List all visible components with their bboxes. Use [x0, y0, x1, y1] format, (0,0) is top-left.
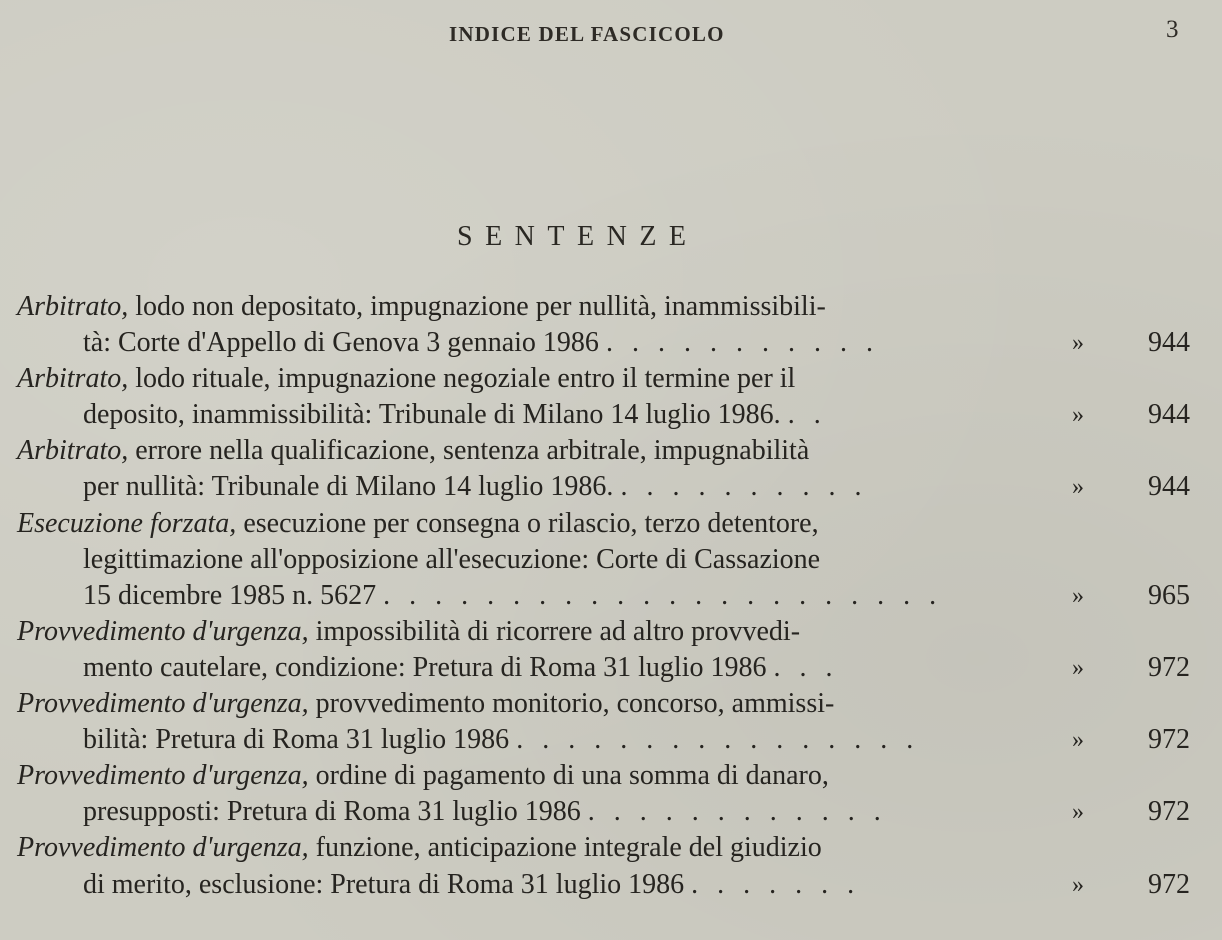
entry-text: 15 dicembre 1985 n. 5627 [83, 579, 377, 611]
ditto-mark: » [1072, 871, 1084, 898]
entry-text: impossibilità di ricorrere ad altro provvedi- [315, 615, 801, 647]
entry-text: mento cautelare, condizione: Pretura di Roma 31 luglio 1986 [83, 651, 767, 683]
ditto-mark: » [1072, 799, 1084, 826]
index-entry-line [0, 758, 1222, 794]
index-entry-line [0, 650, 1222, 686]
entry-subject: Provvedimento d'urgenza, [17, 615, 309, 647]
ditto-mark: » [1072, 582, 1084, 609]
ditto-mark: » [1072, 654, 1084, 681]
index-entries [0, 289, 1222, 903]
entry-text: legittimazione all'opposizione all'esecuzione: Corte di Cassazione [83, 543, 821, 575]
dot-leader: . . . . . . . . . . . [605, 327, 879, 359]
entry-text: deposito, inammissibilità: Tribunale di Milano 14 luglio 1986. [83, 399, 781, 431]
ditto-mark: » [1072, 474, 1084, 501]
index-entry-line [0, 830, 1222, 866]
index-entry-line [0, 578, 1222, 614]
entry-text: esecuzione per consegna o rilascio, terzo detentore, [243, 507, 819, 539]
page-reference: 972 [1148, 868, 1190, 900]
page-reference: 972 [1148, 651, 1190, 683]
dot-leader: . . . . . . . . . . [620, 471, 868, 503]
entry-text: lodo rituale, impugnazione negoziale entro il termine per il [135, 363, 796, 395]
index-entry-line [0, 469, 1222, 505]
entry-text: provvedimento monitorio, concorso, ammissi- [315, 688, 835, 720]
entry-subject: Arbitrato, [17, 363, 129, 395]
entry-subject: Provvedimento d'urgenza, [17, 832, 309, 864]
entry-subject: Arbitrato, [17, 435, 129, 467]
dot-leader: . . . . . . . . . . . . . . . . [516, 724, 920, 756]
index-entry-line [0, 614, 1222, 650]
page-reference: 944 [1148, 327, 1190, 359]
dot-leader: . . . . . . . [691, 868, 861, 900]
entry-text: lodo non depositato, impugnazione per nullità, inammissibili- [135, 291, 826, 322]
index-entry-line [0, 361, 1222, 397]
section-title: SENTENZE [457, 221, 699, 252]
entry-subject: Provvedimento d'urgenza, [17, 688, 309, 720]
page-reference: 944 [1148, 399, 1190, 431]
entry-text: presupposti: Pretura di Roma 31 luglio 1986 [83, 796, 581, 828]
index-entry-line [0, 397, 1222, 433]
dot-leader: . . [787, 399, 827, 431]
entry-text: errore nella qualificazione, sentenza arbitrale, impugnabilità [135, 435, 810, 467]
entry-text: bilità: Pretura di Roma 31 luglio 1986 [83, 724, 510, 756]
index-entry-line [0, 867, 1222, 903]
entry-text: funzione, anticipazione integrale del giudizio [315, 832, 822, 864]
entry-subject: Arbitrato, [17, 291, 129, 322]
index-entry-line [0, 722, 1222, 758]
dot-leader: . . . . . . . . . . . . [587, 796, 887, 828]
ditto-mark: » [1072, 727, 1084, 754]
index-entry-line [0, 542, 1222, 578]
dot-leader: . . . [773, 651, 839, 683]
entry-text: di merito, esclusione: Pretura di Roma 31 luglio 1986 [83, 868, 685, 900]
page-reference: 965 [1148, 579, 1190, 611]
index-entry-line [0, 289, 1222, 325]
index-entry-line [0, 433, 1222, 469]
page-reference: 972 [1148, 724, 1190, 756]
page-number: 3 [1166, 16, 1179, 43]
page-reference: 944 [1148, 471, 1190, 503]
running-head: INDICE DEL FASCICOLO [449, 22, 725, 46]
entry-text: per nullità: Tribunale di Milano 14 luglio 1986. [83, 471, 614, 503]
index-entry-line [0, 794, 1222, 830]
index-entry-line [0, 325, 1222, 361]
ditto-mark: » [1072, 330, 1084, 357]
entry-subject: Esecuzione forzata, [17, 507, 237, 539]
entry-text: tà: Corte d'Appello di Genova 3 gennaio 1986 [83, 327, 599, 359]
index-entry-line [0, 686, 1222, 722]
page-reference: 972 [1148, 796, 1190, 828]
ditto-mark: » [1072, 402, 1084, 429]
entry-subject: Provvedimento d'urgenza, [17, 760, 309, 792]
index-entry-line [0, 506, 1222, 542]
dot-leader: . . . . . . . . . . . . . . . . . . . . . . [383, 579, 943, 611]
entry-text: ordine di pagamento di una somma di danaro, [315, 760, 829, 792]
